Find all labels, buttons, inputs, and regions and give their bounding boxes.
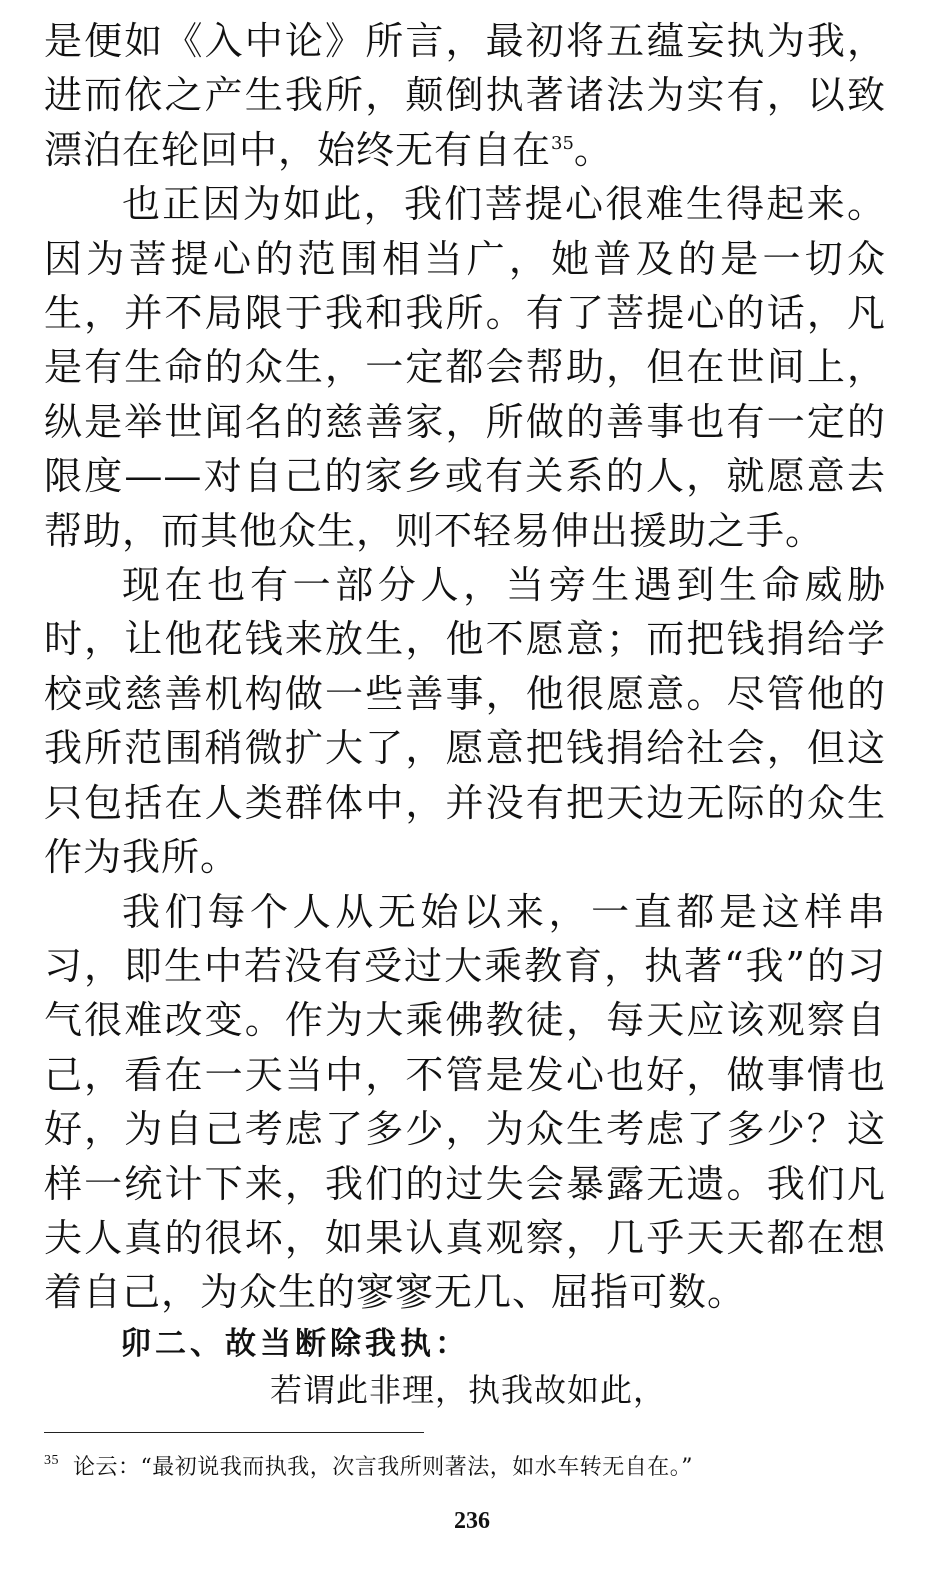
footnote-reference[interactable]: 35: [551, 132, 574, 154]
paragraph-1-text: 是便如《入中论》所言，最初将五蕴妄执为我，进而依之产生我所，颠倒执著诸法为实有，以致漂泊在轮回中，始终无有自在: [44, 19, 886, 172]
footnote-text: 论云：“最初说我而执我，次言我所则著法，如水车转无自在。”: [73, 1455, 693, 1480]
paragraph-3: 现在也有一部分人，当旁生遇到生命威胁时，让他花钱来放生，他不愿意；而把钱捐给学校或慈善机构做一些善事，他很愿意。尽管他的我所范围稍微扩大了，愿意把钱捐给社会，但这只包括在人类群体中，并没有把天边无际的众生作为我所。: [44, 563, 886, 880]
page-number: 236: [454, 1508, 490, 1534]
paragraph-1-end: 。: [573, 127, 613, 172]
paragraph-2: 也正因为如此，我们菩提心很难生得起来。因为菩提心的范围相当广，她普及的是一切众生，并不局限于我和我所。有了菩提心的话，凡是有生命的众生，一定都会帮助，但在世间上，纵是举世闻名的慈善家，所做的善事也有一定的限度——对自己的家乡或有关系的人，就愿意去帮助，而其他众生，则不轻易伸出援助之手。: [44, 182, 886, 553]
footnote-number: 35: [44, 1453, 59, 1468]
footnote: [44, 1450, 693, 1481]
body-text: [44, 14, 886, 1320]
verse-line: 若谓此非理，执我故如此，: [270, 1371, 667, 1409]
section-heading: 卯二、故当断除我执：: [120, 1326, 470, 1362]
footnote-divider: [44, 1432, 424, 1433]
paragraph-1: [44, 14, 886, 177]
paragraph-4: 我们每个人从无始以来，一直都是这样串习，即生中若没有受过大乘教育，执著“我”的习气很难改变。作为大乘佛教徒，每天应该观察自己，看在一天当中，不管是发心也好，做事情也好，为自己考虑了多少，为众生考虑了多少？这样一统计下来，我们的过失会暴露无遗。我们凡夫人真的很坏，如果认真观察，几乎天天都在想着自己，为众生的寥寥无几、屈指可数。: [44, 889, 886, 1315]
